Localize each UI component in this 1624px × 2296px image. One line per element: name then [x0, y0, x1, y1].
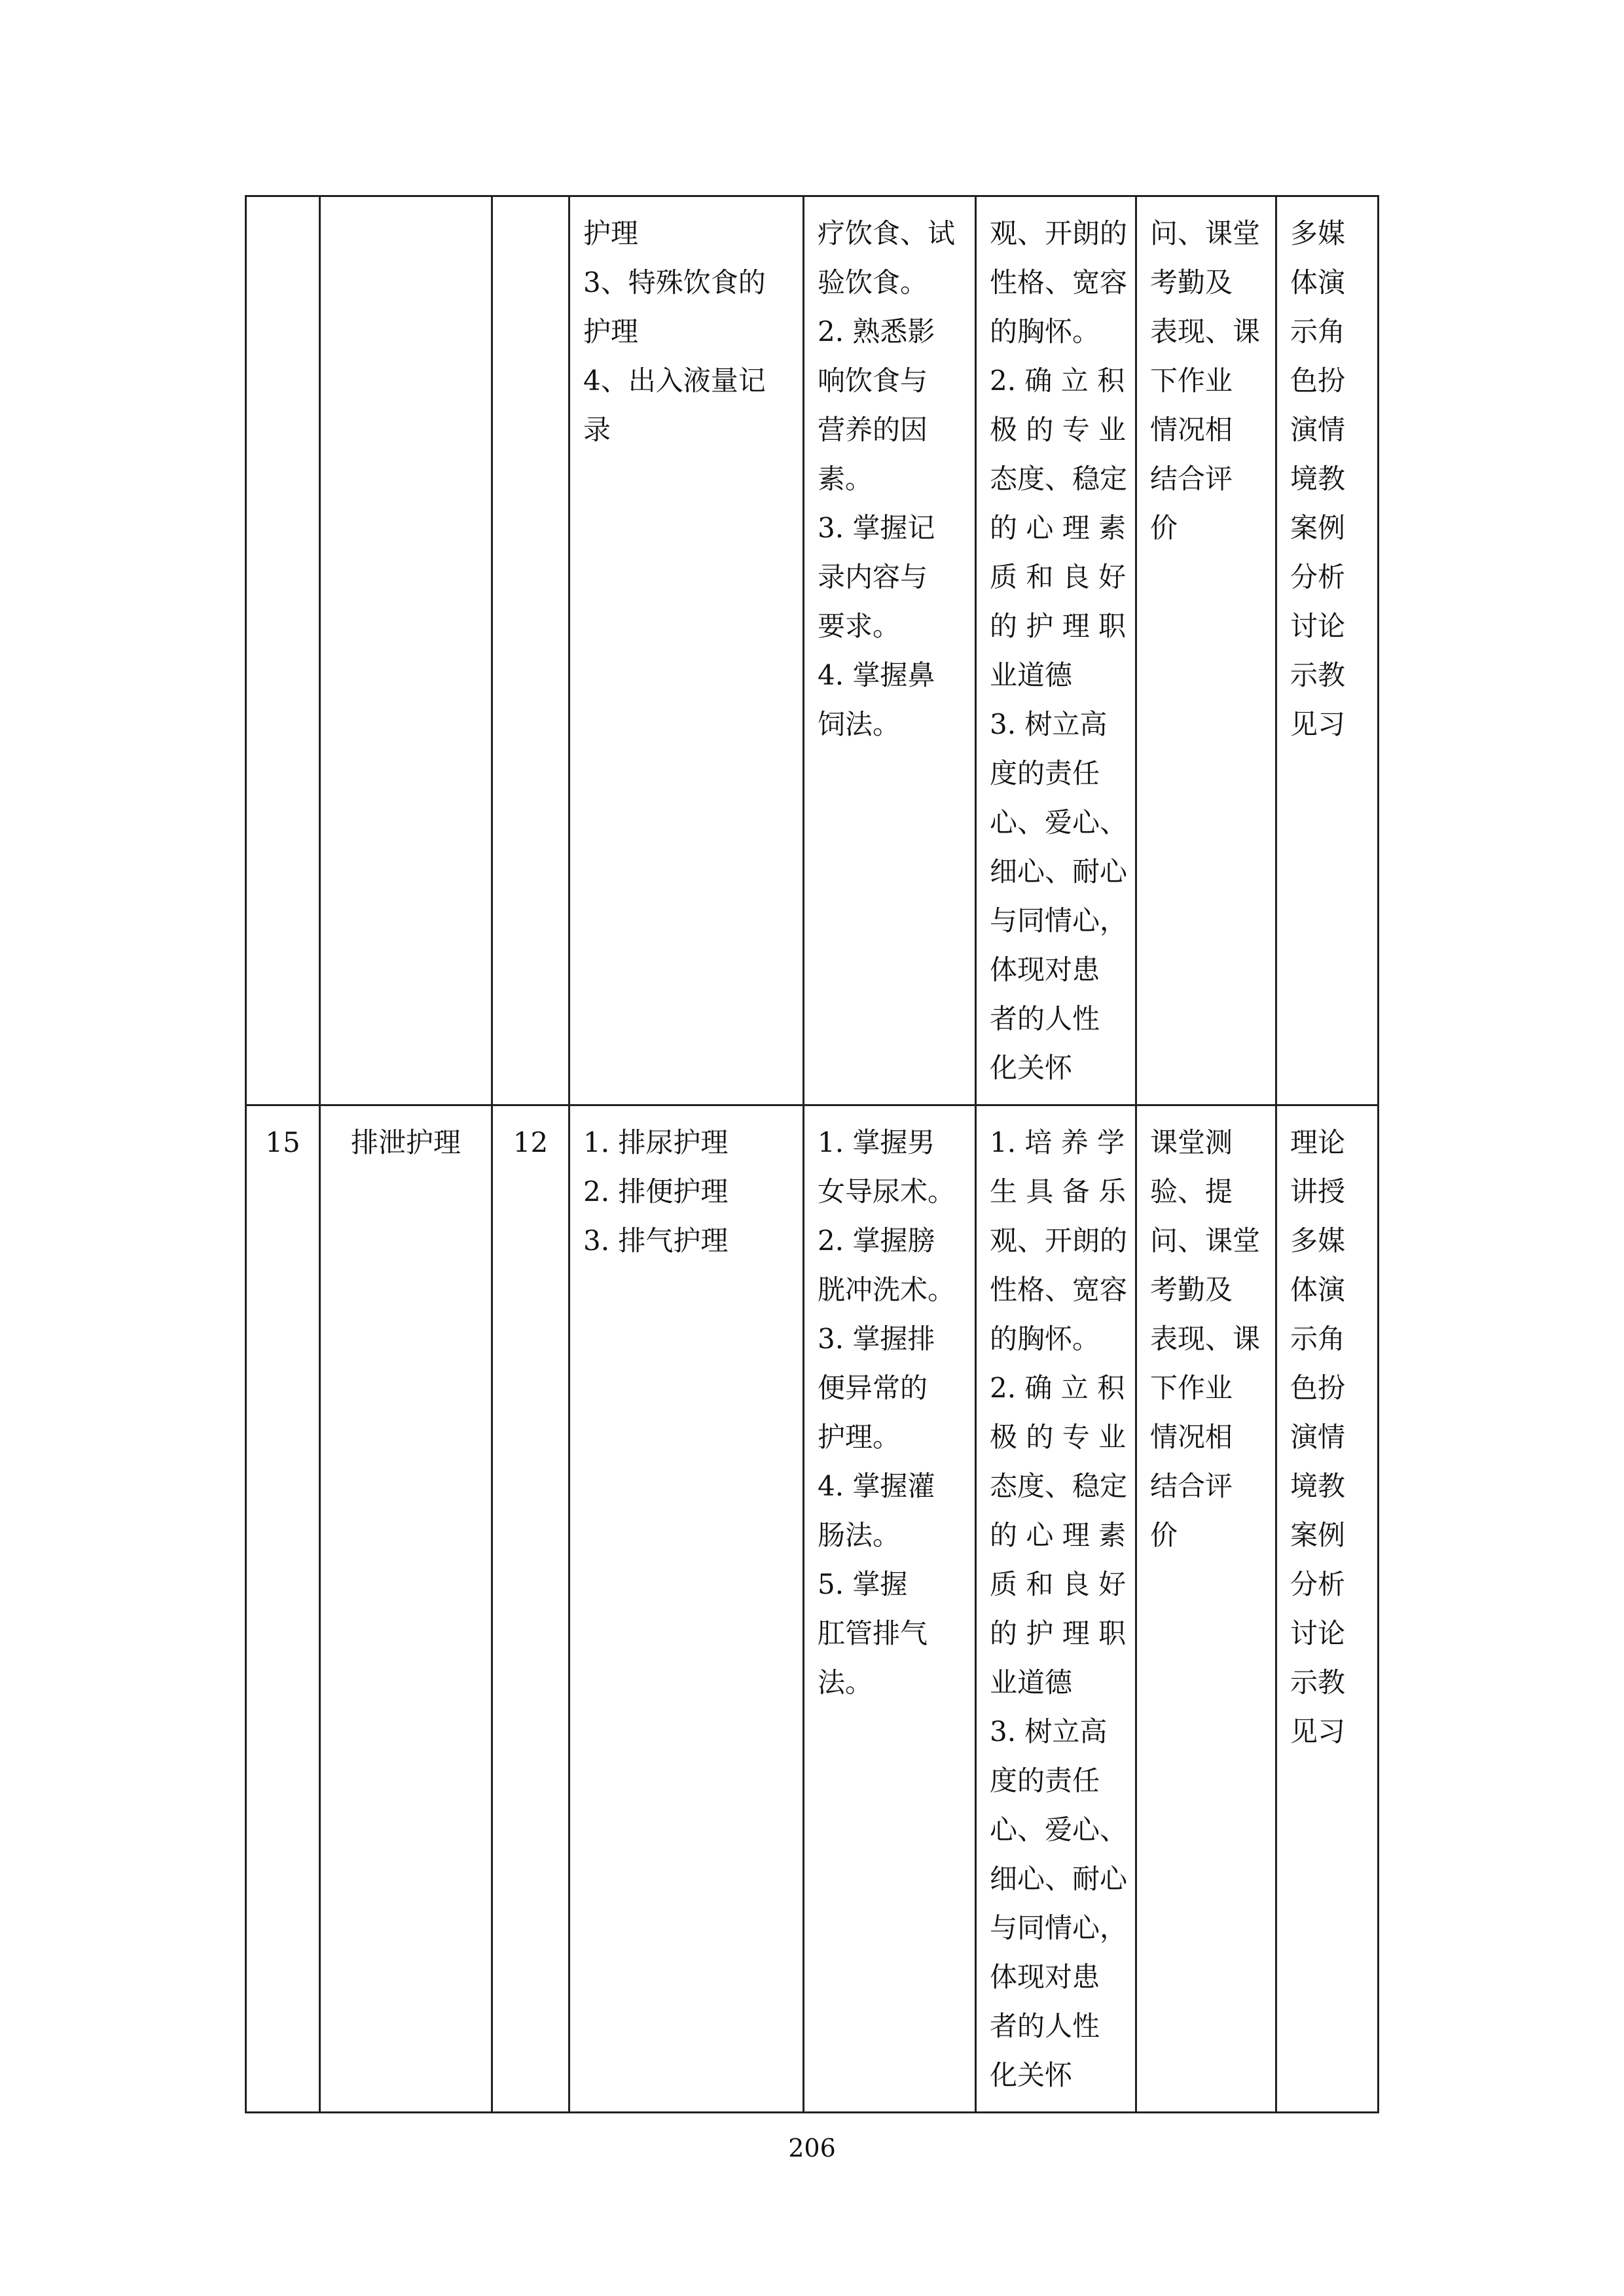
method-line: 理论	[1290, 1126, 1346, 1158]
method-line: 多媒	[1290, 217, 1346, 249]
method-line: 分析	[1290, 1568, 1346, 1600]
quality-line: 业道德	[990, 1666, 1073, 1698]
method-line: 色扮	[1290, 1372, 1346, 1404]
table-row	[246, 1105, 1379, 2113]
assessment-line: 下作业	[1150, 1372, 1233, 1404]
method-cell	[1276, 1105, 1379, 2113]
method-line: 体演	[1290, 1274, 1346, 1306]
assessment-line: 考勤及	[1150, 266, 1233, 298]
objective-line: 验饮食。	[818, 266, 928, 298]
content-line: 3、特殊饮食的	[583, 266, 766, 298]
quality-line: 心、爱心、	[990, 1814, 1128, 1846]
quality-line: 2. 确 立 积	[990, 1372, 1125, 1404]
quality-line: 者的人性	[990, 2010, 1100, 2042]
topic-name-cell: 排泄护理	[320, 1105, 492, 2113]
content-line: 3. 排气护理	[583, 1225, 729, 1257]
objective-line: 3. 掌握排	[818, 1323, 935, 1355]
method-line: 演情	[1290, 414, 1346, 446]
quality-line: 极 的 专 业	[990, 1421, 1127, 1453]
quality-line: 与同情心，	[990, 905, 1128, 937]
objective-line: 胱冲洗术。	[818, 1274, 956, 1306]
assessment-line: 问、课堂	[1150, 217, 1261, 249]
quality-line: 极 的 专 业	[990, 414, 1127, 446]
method-line: 境教	[1290, 463, 1346, 495]
quality-line: 质 和 良 好	[990, 561, 1127, 593]
quality-line: 观、开朗的	[990, 217, 1128, 249]
quality-line: 态度、稳定	[990, 1470, 1128, 1502]
objective-line: 女导尿术。	[818, 1175, 956, 1208]
assessment-cell	[1136, 1105, 1276, 2113]
quality-line: 的 心 理 素	[990, 512, 1127, 544]
row-number-cell: 15	[246, 1105, 320, 2113]
objective-line: 响饮食与	[818, 365, 928, 397]
assessment-line: 课堂测	[1150, 1126, 1233, 1158]
objective-line: 录内容与	[818, 561, 928, 593]
objective-line: 2. 熟悉影	[818, 315, 935, 348]
assessment-line: 价	[1150, 512, 1178, 544]
method-line: 见习	[1290, 708, 1346, 740]
assessment-line: 价	[1150, 1519, 1178, 1551]
method-line: 多媒	[1290, 1225, 1346, 1257]
assessment-line: 情况相	[1150, 1421, 1233, 1453]
quality-line: 的 心 理 素	[990, 1519, 1127, 1551]
quality-line: 2. 确 立 积	[990, 365, 1125, 397]
quality-line: 3. 树立高	[990, 708, 1108, 740]
method-line: 体演	[1290, 266, 1346, 298]
objective-line: 护理。	[818, 1421, 901, 1453]
quality-line: 的 护 理 职	[990, 610, 1127, 642]
content-line: 护理	[583, 315, 639, 348]
objective-line: 要求。	[818, 610, 901, 642]
quality-cell	[976, 1105, 1136, 2113]
quality-line: 度的责任	[990, 1765, 1100, 1797]
objective-line: 肛管排气	[818, 1617, 928, 1649]
quality-line: 生 具 备 乐	[990, 1175, 1127, 1208]
content-line: 2. 排便护理	[583, 1175, 729, 1208]
content-line: 1. 排尿护理	[583, 1126, 729, 1158]
curriculum-table	[245, 195, 1379, 2113]
objectives-cell	[804, 196, 976, 1105]
quality-line: 度的责任	[990, 757, 1100, 789]
method-line: 见习	[1290, 1715, 1346, 1748]
objective-line: 营养的因	[818, 414, 928, 446]
objective-line: 法。	[818, 1666, 873, 1698]
assessment-line: 下作业	[1150, 365, 1233, 397]
quality-cell	[976, 196, 1136, 1105]
method-cell	[1276, 196, 1379, 1105]
assessment-line: 结合评	[1150, 463, 1233, 495]
objectives-cell	[804, 1105, 976, 2113]
content-line: 护理	[583, 217, 639, 249]
content-line: 4、出入液量记	[583, 365, 766, 397]
quality-line: 性格、宽容	[990, 1274, 1128, 1306]
content-cell	[569, 1105, 804, 2113]
objective-line: 素。	[818, 463, 873, 495]
method-line: 讨论	[1290, 1617, 1346, 1649]
objective-line: 疗饮食、试	[818, 217, 956, 249]
method-line: 境教	[1290, 1470, 1346, 1502]
quality-line: 性格、宽容	[990, 266, 1128, 298]
assessment-line: 问、课堂	[1150, 1225, 1261, 1257]
quality-line: 化关怀	[990, 1052, 1073, 1084]
method-line: 案例	[1290, 512, 1346, 544]
objective-line: 便异常的	[818, 1372, 928, 1404]
method-line: 讲授	[1290, 1175, 1346, 1208]
objective-line: 3. 掌握记	[818, 512, 935, 544]
quality-line: 体现对患	[990, 954, 1100, 986]
quality-line: 质 和 良 好	[990, 1568, 1127, 1600]
method-line: 示教	[1290, 1666, 1346, 1698]
topic-name-cell	[320, 196, 492, 1105]
page-number: 206	[788, 2134, 836, 2162]
method-line: 案例	[1290, 1519, 1346, 1551]
objective-line: 肠法。	[818, 1519, 901, 1551]
quality-line: 的胸怀。	[990, 315, 1100, 348]
assessment-line: 表现、课	[1150, 1323, 1261, 1355]
quality-line: 态度、稳定	[990, 463, 1128, 495]
content-cell	[569, 196, 804, 1105]
quality-line: 者的人性	[990, 1003, 1100, 1035]
quality-line: 与同情心，	[990, 1912, 1128, 1944]
quality-line: 体现对患	[990, 1961, 1100, 1993]
assessment-line: 验、提	[1150, 1175, 1233, 1208]
assessment-line: 表现、课	[1150, 315, 1261, 348]
method-line: 示角	[1290, 1323, 1346, 1355]
assessment-line: 情况相	[1150, 414, 1233, 446]
hours-cell	[492, 196, 569, 1105]
objective-line: 2. 掌握膀	[818, 1225, 935, 1257]
quality-line: 化关怀	[990, 2059, 1073, 2091]
method-line: 分析	[1290, 561, 1346, 593]
assessment-line: 考勤及	[1150, 1274, 1233, 1306]
objective-line: 4. 掌握灌	[818, 1470, 935, 1502]
quality-line: 的 护 理 职	[990, 1617, 1127, 1649]
content-line: 录	[583, 414, 611, 446]
quality-line: 观、开朗的	[990, 1225, 1128, 1257]
quality-line: 业道德	[990, 659, 1073, 691]
objective-line: 1. 掌握男	[818, 1126, 935, 1158]
objective-line: 5. 掌握	[818, 1568, 908, 1600]
quality-line: 3. 树立高	[990, 1715, 1108, 1748]
objective-line: 4. 掌握鼻	[818, 659, 935, 691]
hours-cell: 12	[492, 1105, 569, 2113]
method-line: 色扮	[1290, 365, 1346, 397]
method-line: 示角	[1290, 315, 1346, 348]
assessment-cell	[1136, 196, 1276, 1105]
method-line: 演情	[1290, 1421, 1346, 1453]
table-row	[246, 196, 1379, 1105]
quality-line: 心、爱心、	[990, 806, 1128, 838]
quality-line: 细心、耐心	[990, 855, 1128, 888]
method-line: 示教	[1290, 659, 1346, 691]
quality-line: 的胸怀。	[990, 1323, 1100, 1355]
row-number-cell	[246, 196, 320, 1105]
quality-line: 细心、耐心	[990, 1863, 1128, 1895]
assessment-line: 结合评	[1150, 1470, 1233, 1502]
method-line: 讨论	[1290, 610, 1346, 642]
quality-line: 1. 培 养 学	[990, 1126, 1125, 1158]
objective-line: 饲法。	[818, 708, 901, 740]
